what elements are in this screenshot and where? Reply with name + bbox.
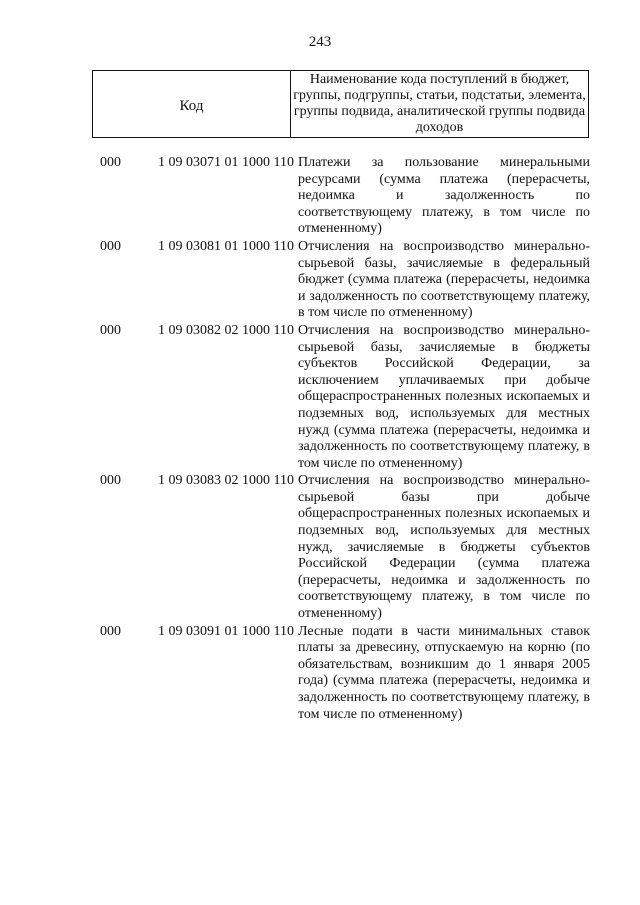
table-body	[0, 155, 640, 724]
row-revenue-code: 1 09 03071 01 1000 110	[158, 155, 294, 170]
header-code-cell: Код	[93, 71, 291, 137]
row-admin-code: 000	[100, 623, 121, 639]
row-revenue-name: Платежи за пользование минеральными ресурсами (сумма платежа (перерасчеты, недоимка и задолженность по соответствующему платежу, в том числе по отмененному)	[298, 155, 590, 237]
row-revenue-name: Отчисления на воспроизводство минерально-сырьевой базы при добыче общераспространенных полезных ископаемых и подземных вод, используемых для местных нужд, зачисляемые в бюджеты субъектов Российской Федерации (сумма платежа (перерасчеты, недоимка и задолженность по соответствующему платежу, в том числе по отмененному)	[298, 473, 590, 622]
header-name-cell: Наименование кода поступлений в бюджет, группы, подгруппы, статьи, подстатьи, элемента, группы подвида, аналитической группы подвида доходов	[293, 72, 586, 135]
row-admin-code: 000	[100, 322, 121, 338]
row-revenue-code: 1 09 03081 01 1000 110	[158, 238, 294, 254]
row-revenue-name: Лесные подати в части минимальных ставок платы за древесину, отпускаемую на корню (по обязательствам, возникшим до 1 января 2005 года) (сумма платежа (перерасчеты, недоимка и задолженность по соответствующему платежу, в том числе по отмененному)	[298, 623, 590, 722]
row-revenue-code: 1 09 03083 02 1000 110	[158, 473, 294, 489]
row-admin-code: 000	[100, 238, 121, 254]
row-revenue-name: Отчисления на воспроизводство минерально-сырьевой базы, зачисляемые в бюджеты субъектов Российской Федерации, за исключением уплачиваемых при добыче общераспространенных полезных ископаемых и подземных вод, используемых для местных нужд (сумма платежа (перерасчеты, недоимка и задолженность по соответствующему платежу, в том числе по отмененному)	[298, 322, 590, 471]
table-row	[0, 239, 640, 322]
page-number: 243	[308, 34, 332, 50]
table-row	[0, 155, 640, 238]
row-admin-code: 000	[100, 473, 121, 489]
row-revenue-code: 1 09 03082 02 1000 110	[158, 322, 294, 338]
row-revenue-name: Отчисления на воспроизводство минерально-сырьевой базы, зачисляемые в федеральный бюджет (сумма платежа (перерасчеты, недоимка и задолженность по соответствующему платежу, в том числе по отмененному)	[298, 238, 590, 321]
table-header	[92, 70, 589, 138]
table-row	[0, 473, 640, 622]
table-row	[0, 323, 640, 472]
row-revenue-code: 1 09 03091 01 1000 110	[158, 623, 294, 639]
table-row	[0, 624, 640, 724]
row-admin-code: 000	[100, 155, 121, 170]
